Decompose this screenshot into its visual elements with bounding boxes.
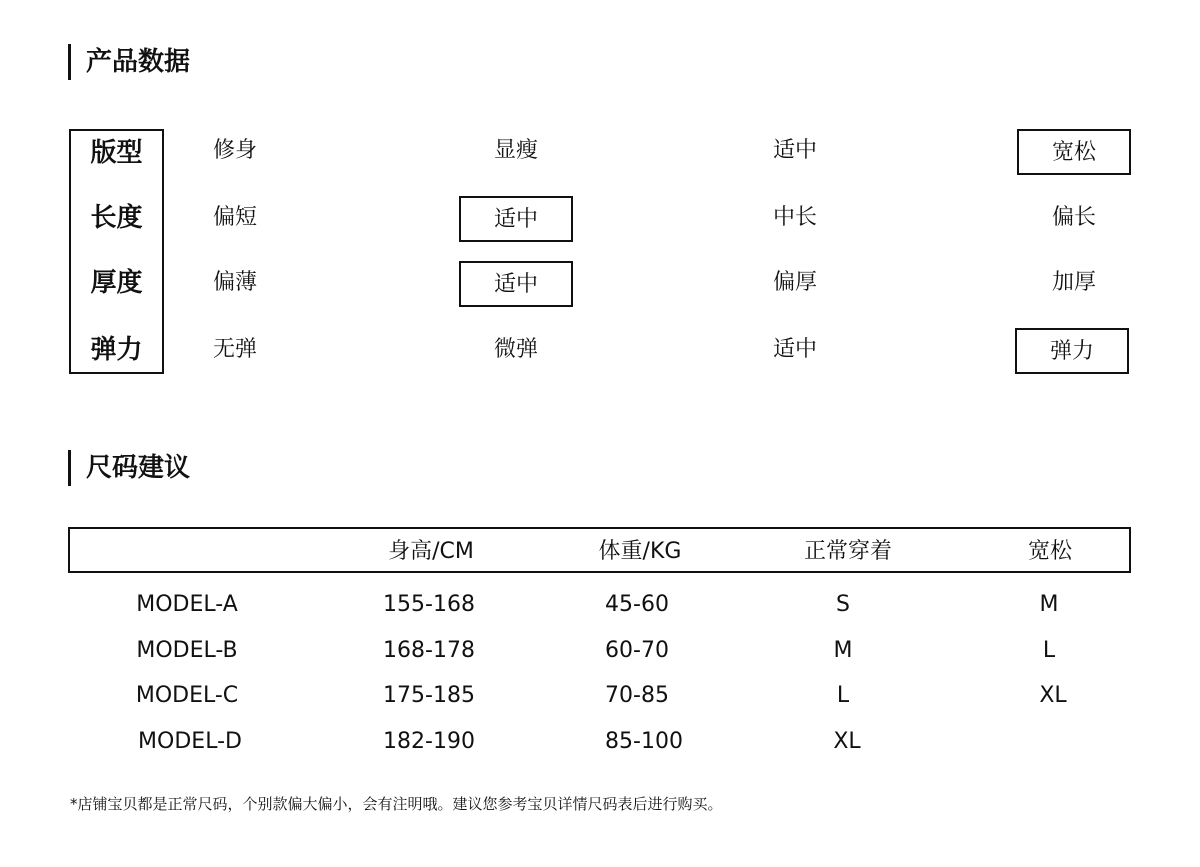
table-cell-loose: L bbox=[1042, 638, 1056, 663]
option-elasticity-stretch: 弹力 bbox=[1015, 328, 1129, 374]
table-cell-height: 168-178 bbox=[383, 638, 475, 663]
option-thickness-extra-thick: 加厚 bbox=[1051, 270, 1096, 295]
attribute-label-length: 长度 bbox=[90, 203, 143, 233]
attribute-label-box bbox=[69, 129, 164, 374]
option-fit-loose: 宽松 bbox=[1017, 129, 1131, 175]
option-length-mid: 中长 bbox=[772, 205, 817, 230]
table-cell-normal: S bbox=[836, 592, 850, 617]
table-cell-normal: M bbox=[833, 638, 853, 663]
table-cell-weight: 60-70 bbox=[605, 638, 669, 663]
product-data-title: 产品数据 bbox=[68, 44, 190, 80]
option-fit-regular: 适中 bbox=[772, 138, 817, 163]
option-elasticity-slight: 微弹 bbox=[493, 337, 538, 362]
attribute-label-thickness: 厚度 bbox=[90, 268, 143, 298]
size-table-header bbox=[68, 527, 1131, 573]
table-cell-loose: M bbox=[1039, 592, 1059, 617]
option-thickness-regular: 适中 bbox=[459, 261, 573, 307]
option-length-long: 偏长 bbox=[1051, 205, 1096, 230]
table-cell-model: MODEL-C bbox=[135, 683, 239, 708]
table-cell-model: MODEL-D bbox=[138, 729, 242, 754]
header-weight: 体重/KG bbox=[598, 539, 682, 564]
table-cell-height: 155-168 bbox=[383, 592, 475, 617]
table-cell-normal: L bbox=[836, 683, 850, 708]
option-elasticity-regular: 适中 bbox=[772, 337, 817, 362]
option-elasticity-none: 无弹 bbox=[212, 337, 257, 362]
header-loose-fit: 宽松 bbox=[1027, 539, 1073, 564]
header-normal-fit: 正常穿着 bbox=[803, 539, 893, 564]
table-cell-normal: XL bbox=[833, 729, 861, 754]
option-thickness-thick: 偏厚 bbox=[772, 270, 817, 295]
option-length-regular: 适中 bbox=[459, 196, 573, 242]
option-thickness-thin: 偏薄 bbox=[212, 270, 257, 295]
size-advice-title: 尺码建议 bbox=[68, 450, 190, 486]
attribute-label-fit: 版型 bbox=[90, 138, 143, 168]
table-cell-height: 175-185 bbox=[383, 683, 475, 708]
attribute-label-elasticity: 弹力 bbox=[90, 335, 143, 365]
option-fit-slimming: 显瘦 bbox=[493, 138, 538, 163]
table-cell-height: 182-190 bbox=[383, 729, 475, 754]
table-cell-model: MODEL-A bbox=[136, 592, 238, 617]
table-cell-weight: 70-85 bbox=[605, 683, 669, 708]
footnote: *店铺宝贝都是正常尺码，个别款偏大偏小，会有注明哦。建议您参考宝贝详情尺码表后进行购买。 bbox=[70, 795, 723, 813]
option-length-short: 偏短 bbox=[212, 205, 257, 230]
table-cell-loose: XL bbox=[1039, 683, 1067, 708]
option-fit-slim: 修身 bbox=[212, 138, 257, 163]
header-height: 身高/CM bbox=[388, 539, 474, 564]
table-cell-model: MODEL-B bbox=[136, 638, 238, 663]
table-cell-weight: 45-60 bbox=[605, 592, 669, 617]
table-cell-weight: 85-100 bbox=[605, 729, 683, 754]
